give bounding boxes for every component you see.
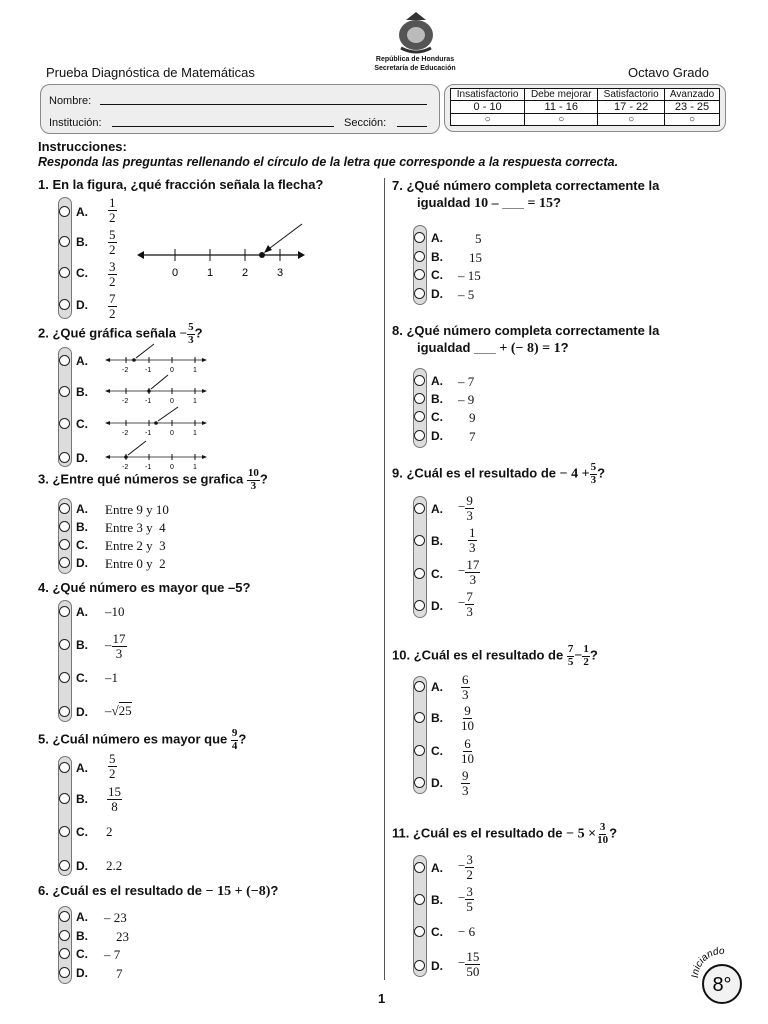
option-letter: B. (431, 534, 443, 548)
answer-circle-a[interactable] (414, 503, 425, 514)
option-letter: C. (431, 744, 443, 758)
option-b-value (108, 228, 117, 256)
option-a-value: –10 (105, 604, 125, 619)
fraction-denominator: 50 (466, 963, 480, 979)
option-letter: A. (76, 354, 88, 368)
fraction-numerator: 5 (188, 321, 194, 333)
question-9-text (392, 462, 605, 486)
tick-label: 1 (207, 267, 214, 279)
badge-arc-text: Iniciando (689, 945, 725, 979)
question-5-text (38, 728, 246, 752)
question-mark: ? (194, 325, 203, 341)
fraction-numerator: 15 (466, 949, 480, 964)
answer-circle-d[interactable] (59, 706, 70, 717)
math-expression: 10 – (474, 196, 499, 211)
answer-circle-b[interactable] (59, 386, 70, 397)
option-letter: C. (76, 947, 88, 961)
instructions-title: Instrucciones: (38, 139, 127, 154)
answer-circle-c[interactable] (414, 411, 425, 422)
option-letter: B. (431, 893, 443, 907)
answer-circle-a[interactable] (59, 762, 70, 773)
option-c-value (458, 558, 480, 586)
fraction-numerator: 5 (109, 751, 116, 766)
option-c-value: – 7 (104, 947, 121, 962)
option-a-value (108, 196, 117, 224)
tick-label: -1 (145, 430, 152, 436)
option-a-value (108, 752, 117, 780)
level-range: 23 - 25 (665, 101, 720, 114)
fraction-numerator: 6 (462, 672, 469, 687)
fraction-denominator: 3 (250, 479, 257, 492)
answer-circle-b[interactable] (414, 393, 425, 404)
tick-label: -1 (145, 398, 152, 404)
option-letter: C. (431, 925, 443, 939)
option-letter: C. (76, 417, 88, 431)
fraction-numerator: 9 (462, 768, 469, 783)
option-d-value (108, 292, 117, 320)
badge-grade-text: 8° (712, 974, 732, 996)
option-d-value (458, 590, 474, 618)
option-letter: D. (76, 298, 88, 312)
answer-circle-a[interactable] (59, 503, 70, 514)
option-d-value (105, 703, 132, 719)
question-6-text (38, 883, 278, 900)
level-range: 11 - 16 (525, 101, 598, 114)
tick-label: 0 (170, 367, 174, 373)
option-letter: D. (76, 556, 88, 570)
q2-option-a-number-line (104, 343, 208, 373)
fraction-denominator: 8 (111, 798, 118, 814)
answer-circle-b[interactable] (414, 535, 425, 546)
math-minus: − (458, 858, 466, 874)
answer-blank: ___ (474, 340, 496, 355)
answer-circle-c[interactable] (59, 267, 70, 278)
fraction-denominator: 3 (466, 603, 473, 619)
grade-label: Octavo Grado (628, 65, 709, 80)
math-expression: + (− 8) = 1 (499, 341, 561, 356)
fraction-denominator: 2 (109, 765, 116, 781)
question-text: igualdad (417, 195, 471, 210)
fraction-numerator: 15 (108, 784, 121, 799)
option-letter: D. (76, 705, 88, 719)
answer-circle-c[interactable] (59, 826, 70, 837)
fraction-denominator: 10 (461, 717, 474, 733)
math-minus: − (458, 563, 466, 579)
fraction-numerator: 3 (109, 259, 116, 274)
fraction-denominator: 2 (109, 209, 116, 225)
answer-circle-d[interactable] (59, 860, 70, 871)
fraction-denominator: 2 (583, 655, 589, 668)
question-10-text (392, 644, 598, 668)
option-b-value (107, 785, 122, 813)
fraction-denominator: 4 (231, 739, 238, 752)
fraction-numerator: 7 (567, 643, 574, 655)
name-field[interactable] (100, 104, 427, 105)
answer-circle-a[interactable] (414, 681, 425, 692)
answer-circle-a[interactable] (59, 355, 70, 366)
question-mark: ? (553, 195, 561, 210)
option-letter: C. (431, 410, 443, 424)
fraction-denominator: 3 (590, 473, 597, 486)
fraction-numerator: 10 (247, 467, 259, 479)
tick-label: -2 (122, 398, 129, 404)
fraction-denominator: 3 (469, 539, 476, 555)
instructions-text: Responda las preguntas rellenando el círculo de la letra que corresponde a la respuesta correcta. (38, 155, 619, 169)
question-text: 6. ¿Cuál es el resultado de (38, 883, 202, 898)
answer-circle-d[interactable] (414, 960, 425, 971)
level-name: Insatisfactorio (451, 89, 525, 101)
option-letter: D. (76, 451, 88, 465)
fraction-numerator: 5 (109, 227, 116, 242)
test-title: Prueba Diagnóstica de Matemáticas (46, 65, 255, 80)
tick-label: 1 (193, 430, 197, 436)
q2-option-c-number-line (104, 406, 208, 436)
answer-circle-b[interactable] (59, 639, 70, 650)
answer-circle-c[interactable] (414, 269, 425, 280)
fraction-denominator: 5 (466, 898, 473, 914)
fraction-denominator: 2 (109, 305, 116, 321)
q2-option-b-number-line (104, 374, 208, 404)
institution-field[interactable] (112, 126, 334, 127)
answer-circle-b[interactable] (59, 930, 70, 941)
level-circle[interactable]: ○ (665, 114, 720, 126)
option-c-value: 2 (106, 824, 113, 839)
option-letter: A. (431, 374, 443, 388)
answer-circle-a[interactable] (414, 862, 425, 873)
option-b-value: Entre 3 y 4 (105, 520, 166, 535)
option-c-value: − 6 (458, 924, 476, 939)
question-7-line2 (417, 195, 561, 212)
option-b-value: – 9 (458, 392, 475, 407)
option-letter: B. (431, 250, 443, 264)
math-expression: − 15 + (−8) (205, 884, 271, 899)
option-d-value: Entre 0 y 2 (105, 556, 166, 571)
option-letter: A. (76, 205, 88, 219)
option-letter: A. (431, 861, 443, 875)
answer-circle-c[interactable] (59, 418, 70, 429)
answer-bubble-column (58, 600, 72, 722)
fraction-numerator: 3 (599, 821, 606, 833)
answer-circle-d[interactable] (414, 600, 425, 611)
question-mark: ? (560, 340, 569, 355)
answer-circle-d[interactable] (59, 967, 70, 978)
answer-circle-a[interactable] (59, 911, 70, 922)
question-mark: ? (589, 647, 598, 663)
fraction-numerator: 1 (469, 525, 476, 540)
math-minus: − (458, 955, 466, 971)
level-range: 0 - 10 (451, 101, 525, 114)
fraction-numerator: 5 (590, 461, 597, 473)
option-letter: C. (431, 567, 443, 581)
answer-circle-b[interactable] (59, 521, 70, 532)
option-letter: A. (76, 910, 88, 924)
option-b-value (460, 704, 475, 732)
question-text: igualdad (417, 340, 471, 355)
fraction-numerator: 7 (466, 589, 473, 604)
tick-label: 0 (170, 430, 174, 436)
option-b-value (105, 632, 127, 660)
radicand: 25 (118, 703, 132, 718)
option-c-value (460, 737, 475, 765)
fraction-numerator: 17 (466, 557, 480, 572)
option-a-value: Entre 9 y 10 (105, 502, 169, 517)
fraction-denominator: 5 (567, 655, 574, 668)
option-letter: D. (431, 599, 443, 613)
question-text: 3. ¿Entre qué números se grafica (38, 471, 244, 487)
level-range: 17 - 22 (598, 101, 665, 114)
option-letter: C. (76, 825, 88, 839)
option-c-value: – 15 (458, 268, 481, 283)
option-letter: B. (76, 385, 88, 399)
question-8-text: 8. ¿Qué número completa correctamente la (392, 323, 660, 338)
math-minus: − (458, 890, 466, 906)
answer-circle-d[interactable] (414, 777, 425, 788)
answer-circle-b[interactable] (414, 712, 425, 723)
option-letter: A. (431, 680, 443, 694)
option-letter: B. (76, 520, 88, 534)
math-minus: – (105, 703, 112, 718)
fraction-numerator: 1 (109, 195, 116, 210)
tick-label: -1 (145, 464, 152, 470)
level-circle[interactable]: ○ (525, 114, 598, 126)
option-d-value: 2.2 (106, 858, 123, 873)
level-name: Satisfactorio (598, 89, 665, 101)
fraction-denominator: 3 (188, 333, 194, 346)
option-b-value: 23 (116, 929, 129, 944)
option-letter: D. (431, 776, 443, 790)
answer-circle-a[interactable] (414, 232, 425, 243)
answer-bubble-column (58, 756, 72, 876)
name-label: Nombre: (49, 95, 92, 107)
fraction-denominator: 10 (461, 750, 474, 766)
fraction-numerator: 7 (109, 291, 116, 306)
option-letter: B. (76, 929, 88, 943)
column-divider (384, 178, 385, 980)
grade-badge (688, 940, 756, 1008)
option-letter: A. (431, 231, 443, 245)
fraction-numerator: 17 (112, 631, 126, 646)
option-c-value (108, 260, 117, 288)
option-b-value: 15 (469, 250, 482, 265)
answer-circle-b[interactable] (59, 793, 70, 804)
option-d-value: – 5 (458, 287, 475, 302)
tick-label: 3 (277, 267, 284, 279)
answer-blank: ___ (502, 195, 524, 210)
option-d-value: 7 (116, 966, 123, 981)
option-letter: C. (76, 538, 88, 552)
option-letter: C. (76, 671, 88, 685)
question-text: 11. ¿Cuál es el resultado de (392, 825, 563, 841)
question-11-text (392, 822, 617, 846)
option-c-value: Entre 2 y 3 (105, 538, 166, 553)
math-operator: − (574, 648, 583, 664)
option-letter: D. (431, 429, 443, 443)
answer-circle-c[interactable] (414, 926, 425, 937)
option-letter: B. (431, 392, 443, 406)
option-b-value (468, 526, 477, 554)
page-number: 1 (378, 991, 386, 1006)
answer-circle-d[interactable] (414, 430, 425, 441)
option-letter: A. (76, 761, 88, 775)
fraction-denominator: 3 (466, 507, 473, 523)
tick-label: 1 (193, 464, 197, 470)
question-mark: ? (259, 471, 268, 487)
fraction-denominator: 2 (466, 866, 473, 882)
math-expression: − 4 + (559, 466, 590, 482)
option-letter: C. (431, 268, 443, 282)
math-minus: – (105, 637, 112, 653)
option-a-value: – 7 (458, 374, 475, 389)
question-3-text (38, 468, 268, 492)
tick-label: -2 (122, 367, 129, 373)
tick-label: 0 (170, 464, 174, 470)
math-minus: − (179, 325, 188, 341)
level-circle[interactable]: ○ (451, 114, 525, 126)
option-c-value: –1 (105, 670, 118, 685)
answer-circle-d[interactable] (414, 288, 425, 299)
level-name: Debe mejorar (525, 89, 598, 101)
answer-circle-c[interactable] (414, 568, 425, 579)
level-name: Avanzado (665, 89, 720, 101)
option-d-value (461, 769, 470, 797)
question-mark: ? (270, 883, 279, 898)
option-d-value (458, 950, 480, 978)
math-minus: − (458, 499, 466, 515)
q1-number-line (135, 220, 310, 290)
fraction-numerator: 9 (231, 727, 238, 739)
question-text: 10. ¿Cuál es el resultado de (392, 647, 564, 663)
institution-label: Institución: (49, 117, 102, 129)
question-7-text: 7. ¿Qué número completa correctamente la (392, 178, 660, 193)
option-b-value (458, 885, 474, 913)
question-mark: ? (597, 465, 606, 481)
math-expression: − 5 × (566, 826, 597, 842)
option-a-value: 5 (475, 231, 482, 246)
tick-label: -2 (122, 464, 129, 470)
question-8-line2 (417, 340, 569, 357)
question-mark: ? (238, 731, 247, 747)
answer-circle-a[interactable] (59, 206, 70, 217)
fraction-numerator: 6 (464, 736, 471, 751)
fraction-numerator: 9 (464, 703, 471, 718)
section-field[interactable] (397, 126, 427, 127)
fraction-denominator: 3 (462, 686, 469, 702)
answer-circle-b[interactable] (414, 251, 425, 262)
option-a-value: – 23 (104, 910, 127, 925)
option-letter: A. (431, 502, 443, 516)
fraction-numerator: 3 (466, 852, 473, 867)
fraction-numerator: 9 (466, 493, 473, 508)
sqrt-symbol: √ (111, 703, 119, 718)
option-letter: B. (76, 638, 88, 652)
answer-circle-d[interactable] (59, 557, 70, 568)
option-letter: A. (76, 502, 88, 516)
option-a-value (458, 853, 474, 881)
answer-circle-c[interactable] (59, 948, 70, 959)
fraction-denominator: 2 (109, 241, 116, 257)
fraction-denominator: 2 (109, 273, 116, 289)
tick-label: -2 (122, 430, 129, 436)
question-4-text: 4. ¿Qué número es mayor que –5? (38, 580, 251, 595)
answer-circle-b[interactable] (414, 894, 425, 905)
option-a-value (461, 673, 470, 701)
option-letter: C. (76, 266, 88, 280)
fraction-denominator: 10 (597, 833, 609, 846)
option-a-value (458, 494, 474, 522)
option-d-value: 7 (469, 429, 476, 444)
fraction-denominator: 3 (115, 645, 123, 661)
answer-circle-b[interactable] (59, 236, 70, 247)
question-text: 2. ¿Qué gráfica señala (38, 325, 177, 341)
score-levels-table (450, 88, 720, 126)
option-letter: D. (431, 959, 443, 973)
answer-circle-a[interactable] (59, 606, 70, 617)
tick-label: 2 (242, 267, 249, 279)
question-mark: ? (609, 825, 618, 841)
tick-label: 1 (193, 367, 197, 373)
tick-label: 1 (193, 398, 197, 404)
option-letter: B. (76, 235, 88, 249)
fraction-denominator: 3 (469, 571, 477, 587)
fraction-denominator: 3 (462, 782, 469, 798)
tick-label: 0 (172, 267, 179, 279)
answer-bubble-column (413, 855, 427, 977)
question-1-text: 1. En la figura, ¿qué fracción señala la flecha? (38, 177, 324, 192)
option-letter: B. (431, 711, 443, 725)
fraction-numerator: 1 (583, 643, 589, 655)
answer-circle-c[interactable] (414, 745, 425, 756)
level-circle[interactable]: ○ (598, 114, 665, 126)
country-name: República de Honduras (375, 56, 455, 63)
section-label: Sección: (344, 117, 387, 129)
question-text: 9. ¿Cuál es el resultado de (392, 465, 556, 481)
question-text: 5. ¿Cuál número es mayor que (38, 731, 228, 747)
coat-of-arms-emblem (396, 10, 436, 55)
answer-circle-c[interactable] (59, 672, 70, 683)
option-letter: D. (431, 287, 443, 301)
option-letter: A. (76, 605, 88, 619)
fraction-numerator: 3 (466, 884, 473, 899)
option-letter: D. (76, 859, 88, 873)
answer-circle-d[interactable] (59, 452, 70, 463)
tick-label: -1 (145, 367, 152, 373)
math-minus: − (458, 595, 466, 611)
math-expression: = 15 (527, 196, 554, 211)
option-letter: D. (76, 966, 88, 980)
answer-circle-a[interactable] (414, 375, 425, 386)
tick-label: 0 (170, 398, 174, 404)
answer-circle-c[interactable] (59, 539, 70, 550)
answer-circle-d[interactable] (59, 299, 70, 310)
option-c-value: 9 (469, 410, 476, 425)
ministry-name: Secretaría de Educación (374, 65, 456, 72)
option-letter: B. (76, 792, 88, 806)
q2-option-d-number-line (104, 440, 208, 470)
